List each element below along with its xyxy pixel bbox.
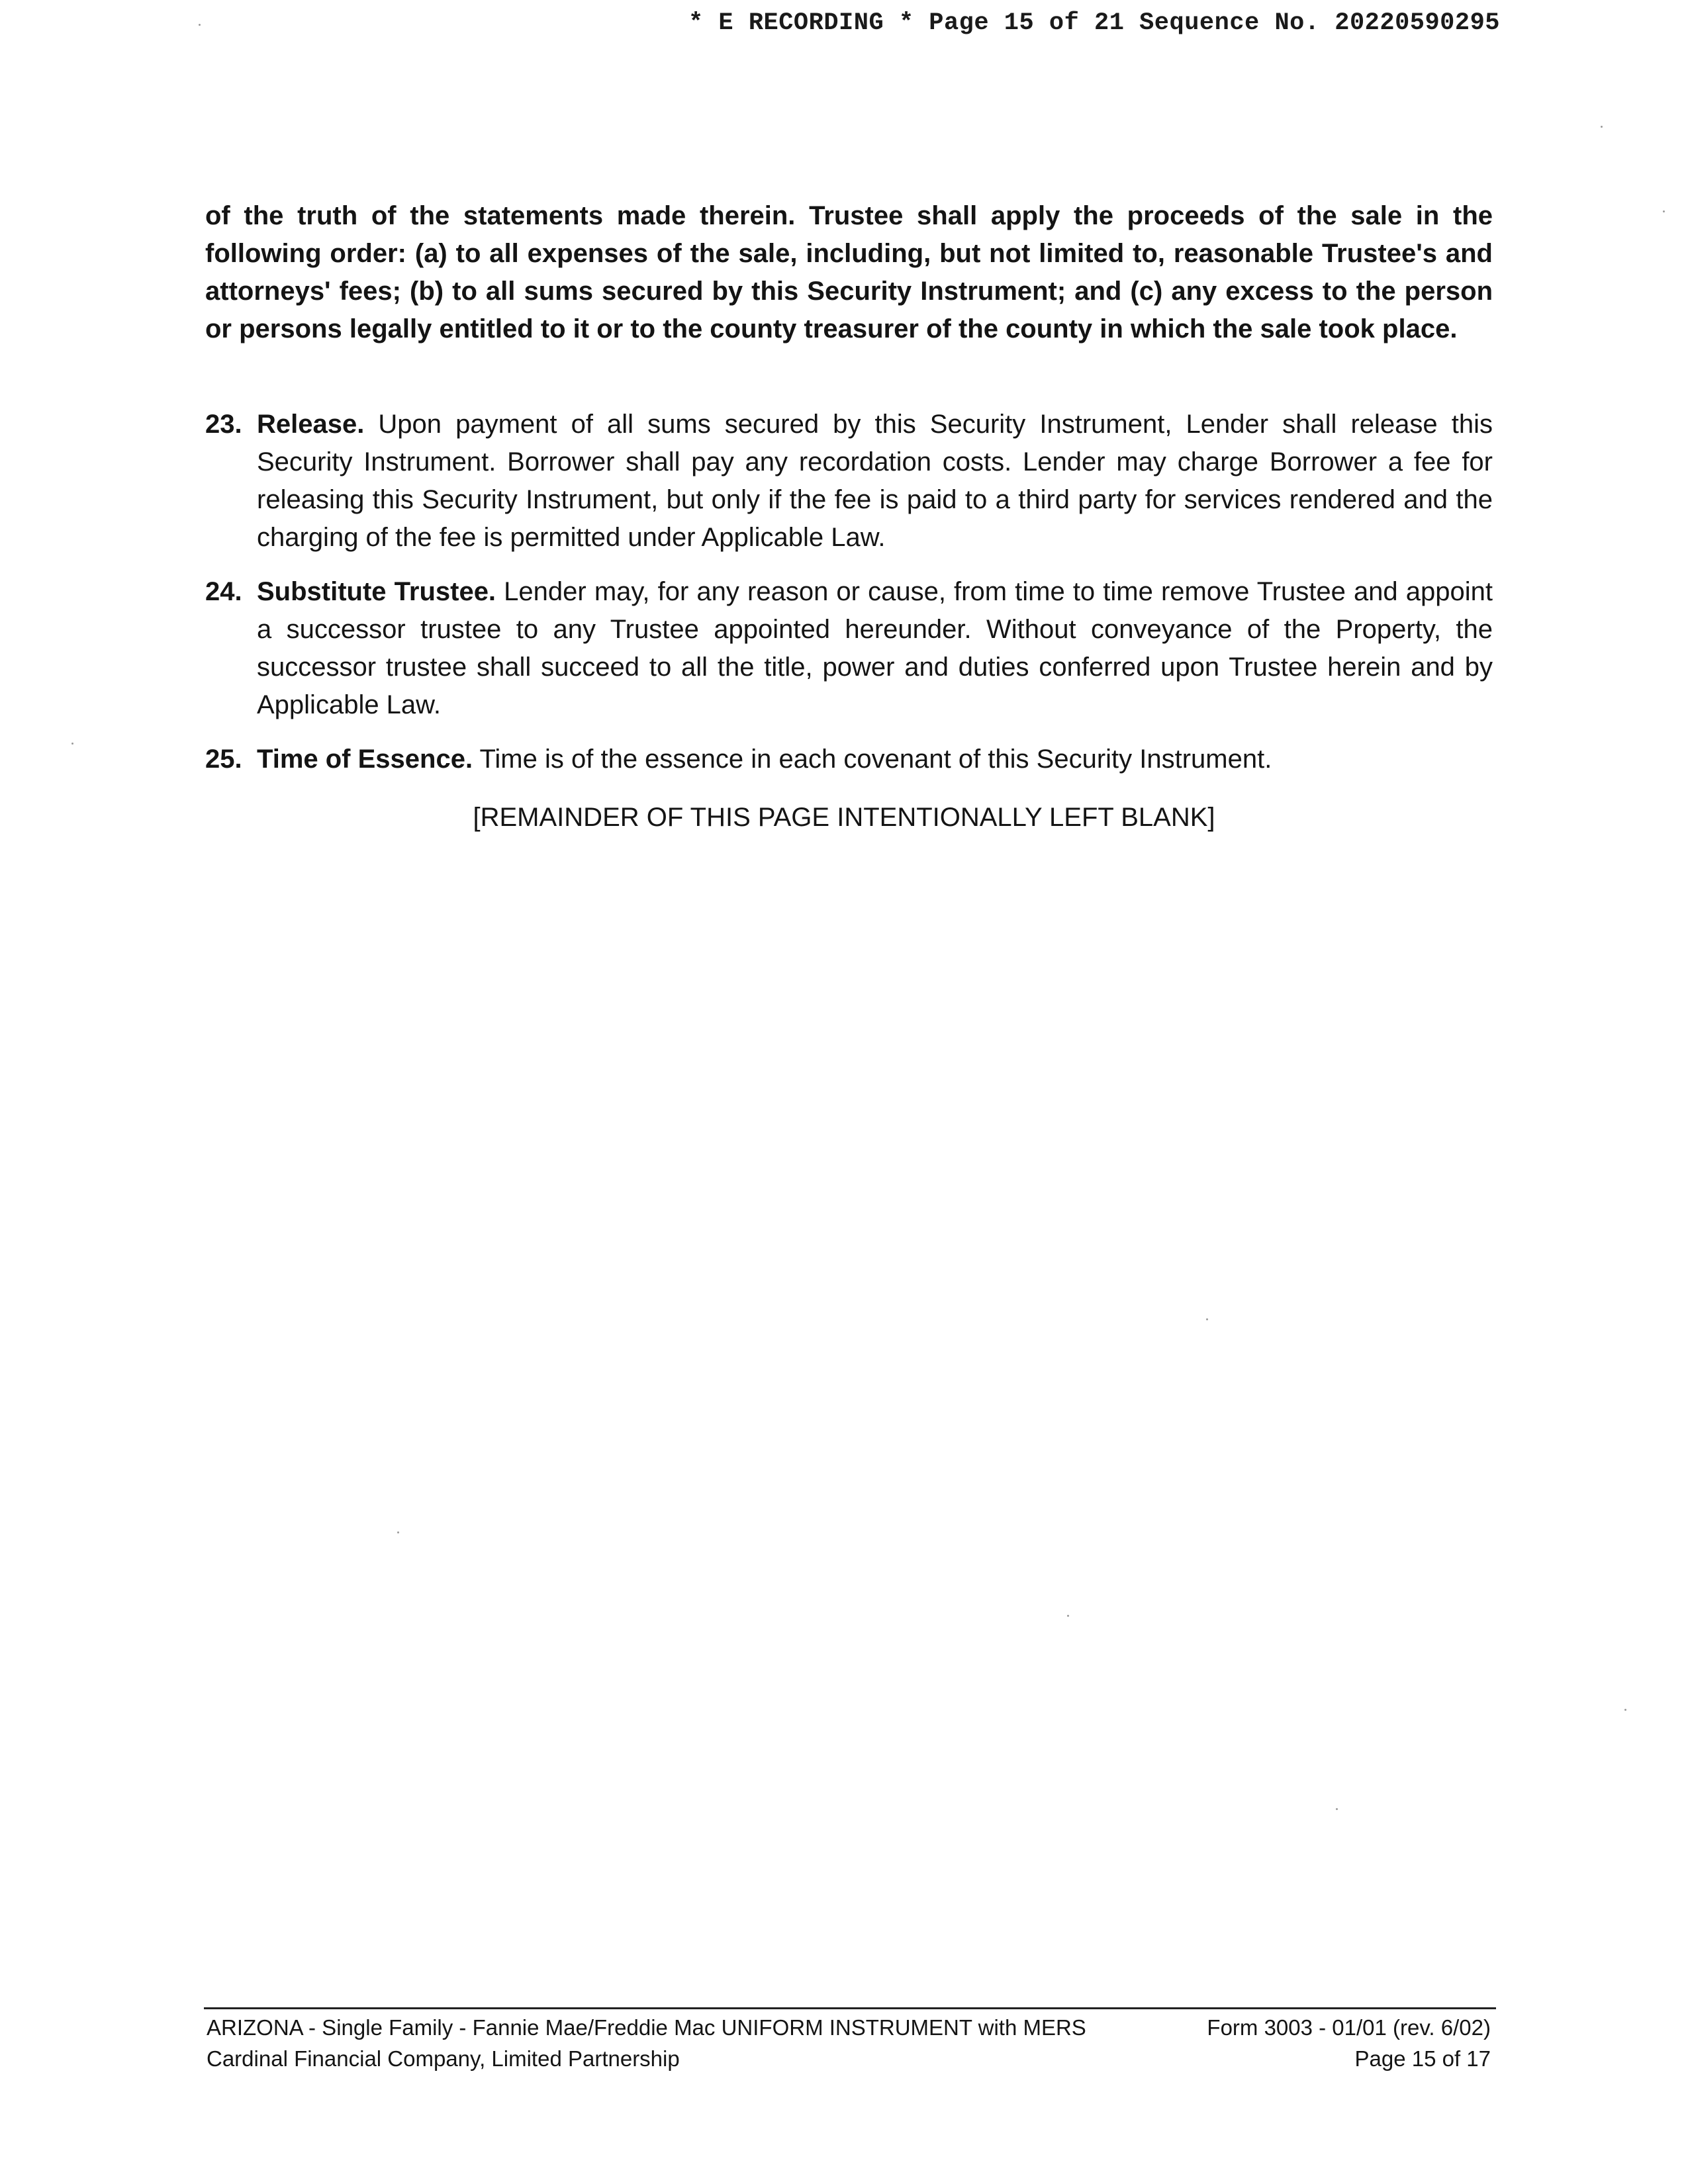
footer-rule (204, 2007, 1496, 2009)
scan-speck (1624, 1709, 1626, 1711)
section-number: 23. (205, 410, 242, 439)
section-heading: Substitute Trustee. (257, 577, 496, 606)
section-23 (205, 406, 1493, 557)
scan-speck (1067, 1615, 1069, 1617)
section-paragraph (257, 573, 1493, 724)
section-number: 24. (205, 577, 242, 606)
section-text: Lender may, for any reason or cause, from time to time remove Trustee and appoint a successor trustee to any Trustee appointed hereunder. Without conveyance of the Property, the successor trustee shall succeed to all the title, power and duties conferred upon Trustee herein and by Applicable Law. (257, 577, 1493, 719)
section-text: Upon payment of all sums secured by this Security Instrument, Lender shall release this Security Instrument. Borrower shall pay any recordation costs. Lender may charge Borrower a fee for releasing this Security Instrument, but only if the fee is paid to a third party for services rendered and the charging of the fee is permitted under Applicable Law. (257, 410, 1493, 552)
footer-page-number: Page 15 of 17 (1354, 2046, 1491, 2071)
section-25 (205, 741, 1493, 778)
section-paragraph (257, 406, 1493, 557)
section-heading: Release. (257, 410, 365, 439)
section-24 (205, 573, 1493, 724)
section-paragraph (257, 741, 1493, 778)
footer-left (207, 2012, 1086, 2074)
scan-speck (199, 24, 201, 26)
continued-paragraph: of the truth of the statements made therein. Trustee shall apply the proceeds of the sale in the following order: (a) to all expenses of the sale, including, but not limited to, reasonable Trustee's and attorneys' fees; (b) to all sums secured by this Security Instrument; and (c) any excess to the person or persons legally entitled to it or to the county treasurer of the county in which the sale took place. (205, 201, 1493, 343)
section-text: Time is of the essence in each covenant of this Security Instrument. (473, 745, 1272, 774)
section-heading: Time of Essence. (257, 745, 473, 774)
footer-lender-name: Cardinal Financial Company, Limited Partnership (207, 2046, 680, 2071)
section-number: 25. (205, 745, 242, 774)
scan-speck (397, 1531, 399, 1533)
scan-speck (1336, 1808, 1338, 1810)
footer-right (1207, 2012, 1491, 2074)
footer-form-number: Form 3003 - 01/01 (rev. 6/02) (1207, 2015, 1491, 2040)
scan-speck (71, 743, 73, 745)
scan-speck (1663, 210, 1665, 212)
scan-speck (1206, 1318, 1208, 1320)
footer-form-description: ARIZONA - Single Family - Fannie Mae/Freddie Mac UNIFORM INSTRUMENT with MERS (207, 2015, 1086, 2040)
recording-stamp: * E RECORDING * Page 15 of 21 Sequence No. 20220590295 (688, 9, 1500, 37)
scan-speck (1601, 126, 1603, 128)
blank-page-notice: [REMAINDER OF THIS PAGE INTENTIONALLY LEFT BLANK] (473, 803, 1215, 832)
